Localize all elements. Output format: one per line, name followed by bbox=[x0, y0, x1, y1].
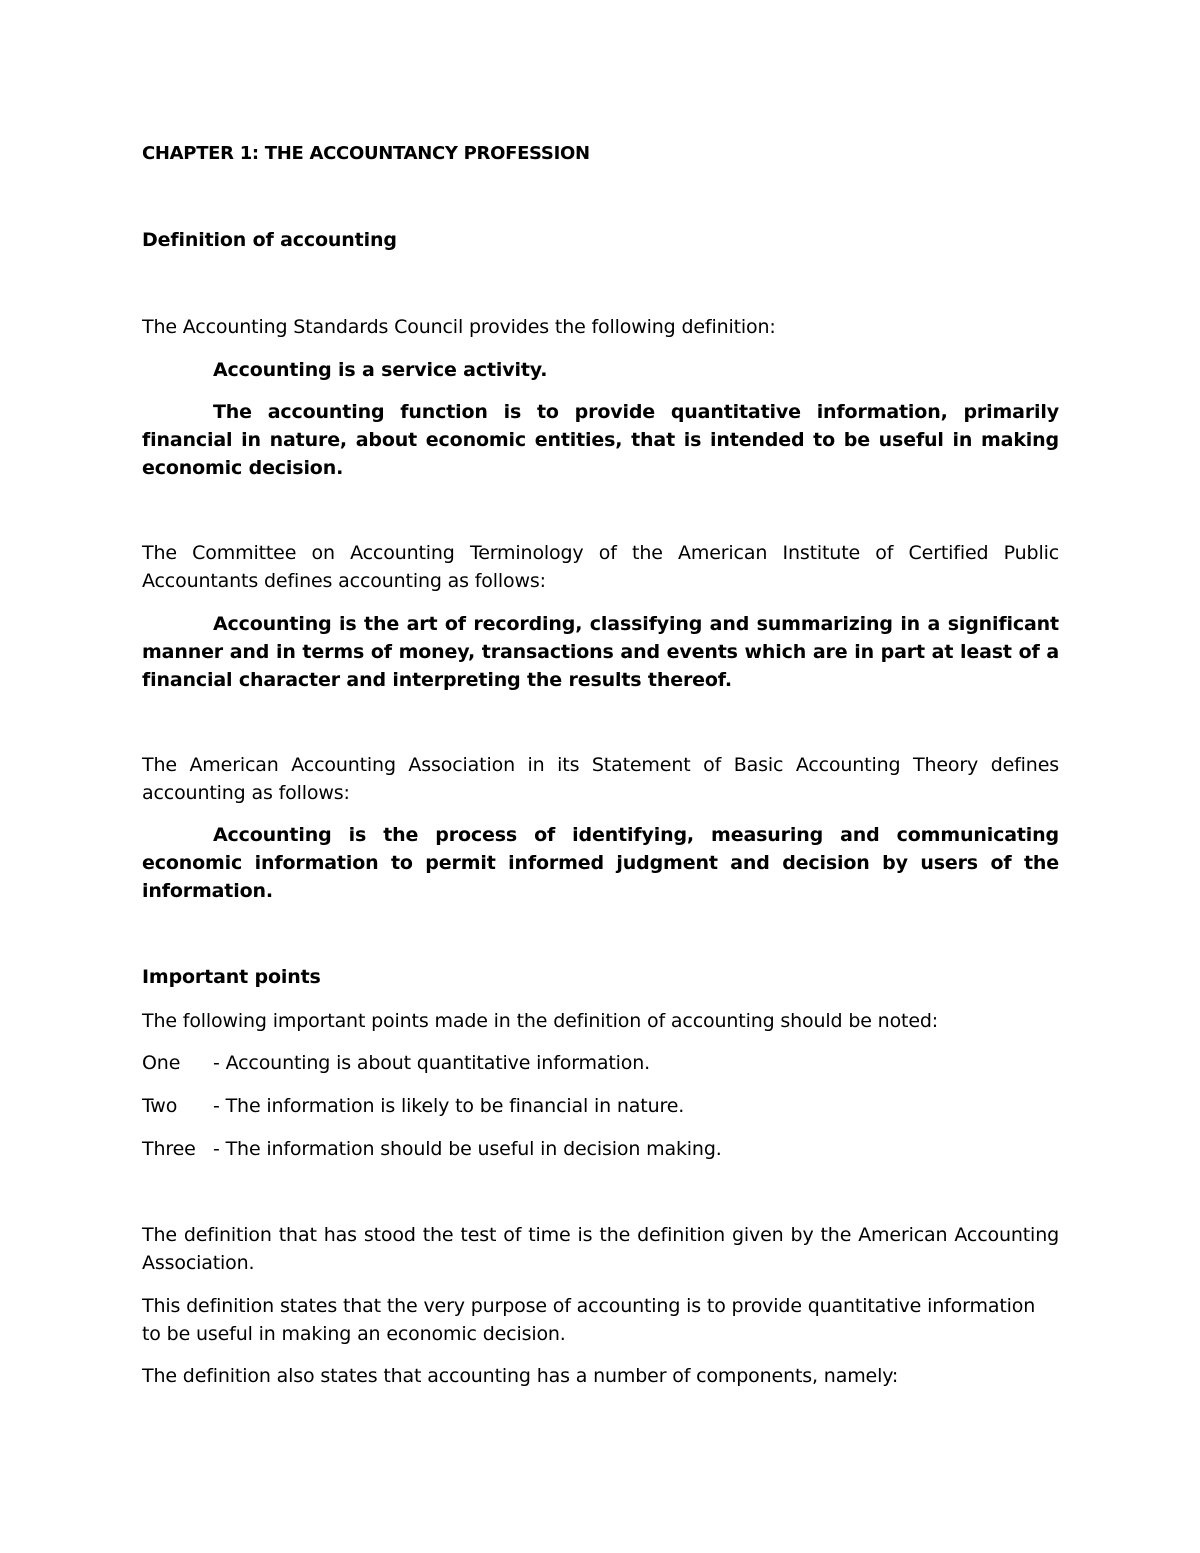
asc-definition-1: Accounting is a service activity. bbox=[213, 359, 548, 381]
point-text: - Accounting is about quantitative information. bbox=[213, 1052, 651, 1074]
aicpa-intro: The Committee on Accounting Terminology of the American Institute of Certified Public Accountants defines accounting as follows: bbox=[142, 542, 1059, 592]
point-number: One bbox=[142, 1052, 181, 1074]
aaa-definition: Accounting is the process of identifying, measuring and communicating economic information to permit informed judgment and decision by users of the information. bbox=[142, 824, 1059, 902]
points-intro: The following important points made in the definition of accounting should be noted: bbox=[142, 1010, 939, 1032]
aaa-intro: The American Accounting Association in its Statement of Basic Accounting Theory defines accounting as follows: bbox=[142, 754, 1059, 804]
aicpa-definition: Accounting is the art of recording, classifying and summarizing in a significant manner and in terms of money, transactions and events which are in part at least of a financial character and interpreting the results thereof. bbox=[142, 613, 1059, 691]
asc-intro: The Accounting Standards Council provides the following definition: bbox=[142, 316, 776, 338]
closing-paragraph-1: The definition that has stood the test of time is the definition given by the American Accounting Association. bbox=[142, 1224, 1059, 1274]
section-title: Definition of accounting bbox=[142, 229, 397, 251]
point-row-one bbox=[142, 1049, 1059, 1077]
point-text: - The information is likely to be financial in nature. bbox=[213, 1095, 685, 1117]
chapter-title: CHAPTER 1: THE ACCOUNTANCY PROFESSION bbox=[142, 143, 590, 164]
point-row-three bbox=[142, 1135, 1059, 1163]
point-number: Two bbox=[142, 1095, 178, 1117]
point-row-two bbox=[142, 1092, 1059, 1120]
point-number: Three bbox=[142, 1138, 196, 1160]
point-text: - The information should be useful in decision making. bbox=[213, 1138, 722, 1160]
points-heading: Important points bbox=[142, 966, 321, 988]
closing-paragraph-2: This definition states that the very purpose of accounting is to provide quantitative information to be useful in making an economic decision. bbox=[142, 1295, 1036, 1345]
closing-paragraph-3: The definition also states that accounting has a number of components, namely: bbox=[142, 1365, 899, 1387]
asc-definition-2: The accounting function is to provide quantitative information, primarily financial in nature, about economic entities, that is intended to be useful in making economic decision. bbox=[142, 401, 1059, 479]
